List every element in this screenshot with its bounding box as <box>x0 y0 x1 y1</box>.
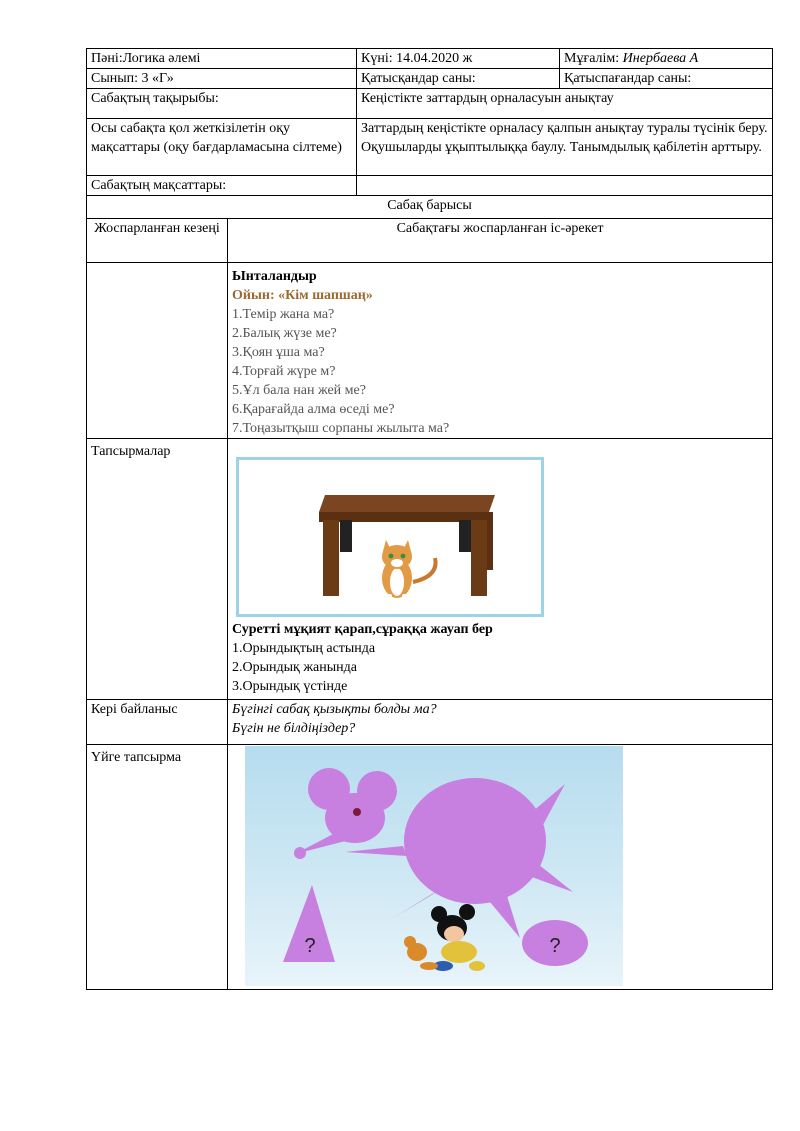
activity-column-header: Сабақтағы жоспарланған іс-әрекет <box>228 219 773 263</box>
feedback-cell <box>228 700 773 745</box>
table-cat-picture <box>236 457 544 617</box>
objectives-value <box>357 176 773 196</box>
warmup-title: Ынталандыр <box>232 269 317 284</box>
task-option: 2.Орындық жанында <box>232 660 357 675</box>
tasks-label: Тапсырмалар <box>87 439 228 700</box>
cat-icon <box>382 540 436 601</box>
class-cell: Сынып: 3 «Г» <box>87 69 357 89</box>
question-item: 1.Темір жана ма? <box>232 307 335 322</box>
mickey-mouse-icon <box>404 904 485 971</box>
feedback-label: Кері байланыс <box>87 700 228 745</box>
absent-count-cell: Қатыспағандар саны: <box>560 69 773 89</box>
teacher-label: Мұғалім: <box>564 51 623 66</box>
shapes-mouse-illustration <box>245 746 623 986</box>
game-title: Ойын: «Кім шапшаң» <box>232 288 373 303</box>
objectives-label: Сабақтың мақсаттары: <box>87 176 357 196</box>
warmup-activity-cell <box>228 263 773 439</box>
question-item: 6.Қарағайда алма өседі ме? <box>232 402 395 417</box>
stage-column-header: Жоспарланған кезеңі <box>87 219 228 263</box>
triangle-question-mark: ? <box>304 935 316 957</box>
warmup-stage-cell <box>87 263 228 439</box>
circle-question-mark: ? <box>549 935 561 957</box>
question-item: 3.Қоян ұша ма? <box>232 345 325 360</box>
present-count-cell: Қатысқандар саны: <box>357 69 560 89</box>
goals-label: Осы сабақта қол жеткізілетін оқу мақсаттары (оқу бағдарламасына сілтеме) <box>87 119 357 176</box>
question-item: 4.Торғай жүре м? <box>232 364 336 379</box>
question-item: 2.Балық жүзе ме? <box>232 326 337 341</box>
date-cell: Күні: 14.04.2020 ж <box>357 49 560 69</box>
task-option: 1.Орындықтың астында <box>232 641 376 656</box>
progress-title: Сабақ барысы <box>87 196 773 219</box>
task-instruction: Суретті мұқият қарап,сұраққа жауап бер <box>232 622 493 637</box>
question-item: 5.Ұл бала нан жей ме? <box>232 383 366 398</box>
homework-label: Үйге тапсырма <box>87 745 228 990</box>
goals-value: Заттардың кеңістікте орналасу қалпын анықтау туралы түсінік беру. Оқушыларды ұқыптылыққа баулу. Танымдылық қабілетін арттыру. <box>357 119 773 176</box>
teacher-cell <box>560 49 773 69</box>
subject-cell: Пәні:Логика әлемі <box>87 49 357 69</box>
feedback-question: Бүгін не білдіңіздер? <box>232 721 356 736</box>
teacher-name: Инербаева А <box>622 51 699 66</box>
table-cat-illustration <box>239 460 541 614</box>
homework-cell <box>228 745 773 990</box>
topic-value: Кеңістікте заттардың орналасуын анықтау <box>357 89 773 119</box>
topic-label: Сабақтың тақырыбы: <box>87 89 357 119</box>
lesson-plan-table <box>86 48 773 990</box>
shapes-mouse-picture <box>245 746 623 986</box>
tasks-cell <box>228 439 773 700</box>
task-option: 3.Орындық үстінде <box>232 679 348 694</box>
feedback-question: Бүгінгі сабақ қызықты болды ма? <box>232 702 437 717</box>
question-item: 7.Тоңазытқыш сорпаны жылыта ма? <box>232 421 450 436</box>
